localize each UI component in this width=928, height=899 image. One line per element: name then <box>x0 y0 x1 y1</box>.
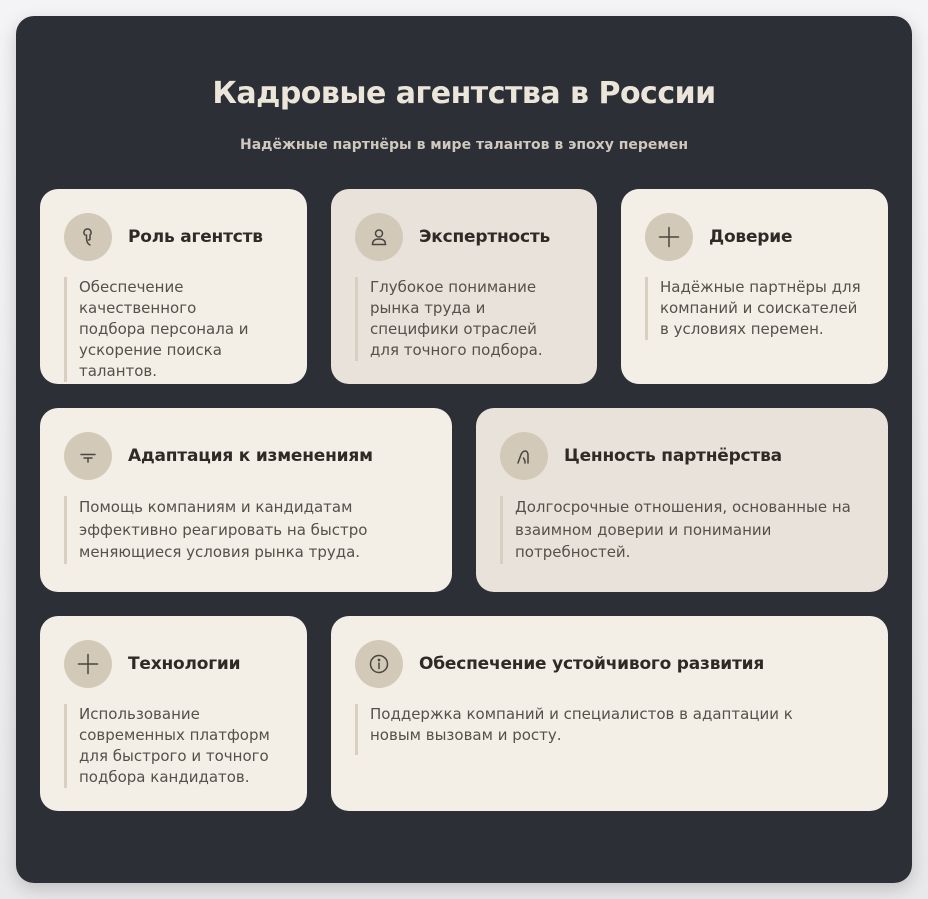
card-text: Поддержка компаний и специалистов в адаптации к новым вызовам и росту. <box>355 704 840 755</box>
keyhole-icon <box>64 213 112 261</box>
card-title: Адаптация к изменениям <box>128 446 373 466</box>
card-title: Доверие <box>709 227 793 247</box>
card-title: Ценность партнёрства <box>564 446 782 466</box>
card-adaptation <box>40 408 452 592</box>
card-title: Технологии <box>128 654 241 674</box>
card-text: Помощь компаниям и кандидатам эффективно реагировать на быстро меняющиеся условия рынка труда. <box>64 496 379 564</box>
adjust-icon <box>64 432 112 480</box>
page-title: Кадровые агентства в России <box>212 76 716 111</box>
card-title: Обеспечение устойчивого развития <box>419 654 765 674</box>
card-trust <box>621 189 888 384</box>
card-text: Глубокое понимание рынка труда и специфики отраслей для точного подбора. <box>355 277 570 361</box>
card-partnership <box>476 408 888 592</box>
card-title: Роль агентств <box>128 227 263 247</box>
person-icon <box>355 213 403 261</box>
handshake-icon <box>500 432 548 480</box>
info-icon <box>355 640 403 688</box>
card-text: Надёжные партнёры для компаний и соискателей в условиях перемен. <box>645 277 868 340</box>
card-sustainability <box>331 616 888 811</box>
page-subtitle: Надёжные партнёры в мире талантов в эпоху перемен <box>239 137 688 153</box>
card-technology <box>40 616 307 811</box>
plus-icon <box>645 213 693 261</box>
card-expertise <box>331 189 597 384</box>
card-text: Обеспечение качественного подбора персонала и ускорение поиска талантов. <box>64 277 267 382</box>
plus-icon <box>64 640 112 688</box>
card-text: Долгосрочные отношения, основанные на взаимном доверии и понимании потребностей. <box>500 496 855 564</box>
card-title: Экспертность <box>419 227 551 247</box>
card-text: Использование современных платформ для быстрого и точного подбора кандидатов. <box>64 704 274 788</box>
card-role <box>40 189 307 384</box>
